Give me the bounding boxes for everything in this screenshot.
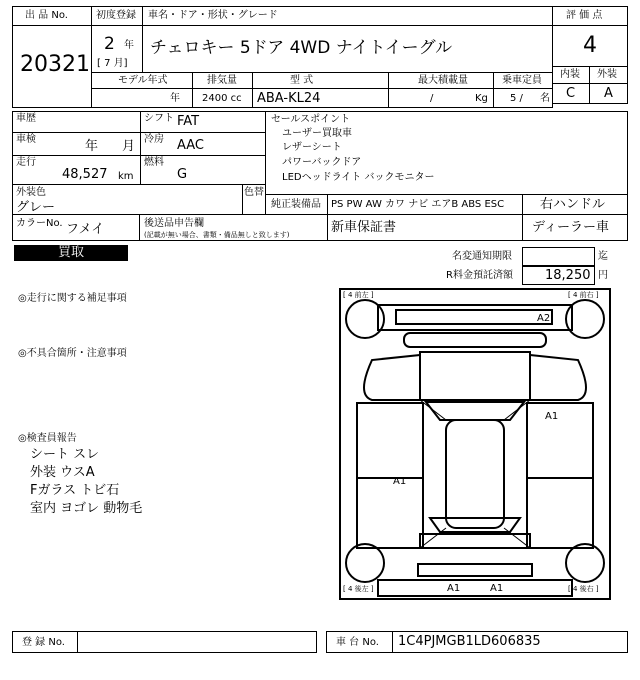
- exterior-grade: A: [604, 86, 613, 101]
- post-docs-label: 後送品申告欄: [144, 218, 204, 229]
- ac-value: AAC: [177, 138, 204, 153]
- model-year-unit: 年: [170, 93, 180, 104]
- front-grille: [404, 333, 546, 347]
- max-load-label: 最大積載量: [418, 75, 468, 86]
- name-change-label: 名変通知期限: [452, 251, 512, 262]
- displacement-label: 排気量: [207, 75, 237, 86]
- tailgate: [420, 534, 530, 548]
- repaint-label: 色替: [244, 187, 264, 198]
- damage-rear-left: A1: [447, 583, 461, 594]
- sales-point-4: LEDヘッドライト バックモニター: [282, 172, 435, 183]
- fender-fl: [364, 355, 420, 400]
- side-left-front: [357, 403, 423, 478]
- history-label: 車歴: [16, 113, 36, 124]
- recycle-unit: 円: [598, 270, 608, 281]
- score-value: 4: [583, 33, 597, 58]
- mileage-label: 走行: [16, 157, 36, 168]
- color-no-label: カラーNo.: [16, 218, 63, 229]
- type-value: ABA-KL24: [257, 91, 321, 106]
- displacement-value: 2400 cc: [202, 93, 242, 104]
- fuel-value: G: [177, 167, 188, 182]
- recycle-amount: 18,250: [545, 268, 591, 283]
- color-no-value: フメイ: [66, 222, 105, 237]
- side-right-rear: [527, 478, 593, 548]
- steering-value: 右ハンドル: [540, 197, 606, 212]
- buy-badge: 買取: [14, 245, 128, 261]
- driving-notes-label: ◎走行に関する補足事項: [18, 293, 127, 304]
- equipment-label: 純正装備品: [271, 199, 321, 210]
- interior-grade: C: [566, 86, 576, 101]
- hood: [420, 352, 530, 400]
- inspector-item-2: 外装 ウスA: [30, 465, 95, 480]
- color-label: 外装色: [16, 187, 46, 198]
- roof: [446, 420, 504, 528]
- damage-right-side: A1: [545, 411, 559, 422]
- capacity-unit: 名: [540, 93, 550, 104]
- first-reg-label: 初度登録: [96, 10, 136, 21]
- tire-fl-label: [ 4 前左 ]: [343, 291, 374, 299]
- dealer-value: ディーラー車: [532, 220, 609, 235]
- inspector-item-4: 室内 ヨゴレ 動物毛: [30, 501, 143, 516]
- score-label: 評 価 点: [566, 10, 603, 21]
- sales-points-label: セールスポイント: [271, 114, 351, 125]
- tire-rl-icon: [346, 544, 384, 582]
- chassis-number: 1C4PJMGB1LD606835: [398, 634, 541, 649]
- windshield: [426, 402, 524, 420]
- post-docs-note: (記載が無い場合、書類・備品無しと致します): [144, 231, 290, 239]
- fender-fr: [530, 355, 586, 400]
- car-name: チェロキー 5ドア 4WD ナイトイーグル: [150, 38, 453, 58]
- damage-rear-right: A1: [490, 583, 504, 594]
- inspector-item-3: Fガラス トビ石: [30, 483, 120, 498]
- shift-label: シフト: [144, 113, 174, 124]
- tire-rl-label: [ 4 後左 ]: [343, 585, 374, 593]
- equipment-items: PS PW AW カワ ナビ エアB ABS ESC: [331, 199, 505, 210]
- inspector-item-1: シート スレ: [30, 447, 100, 462]
- recycle-label: R料金預託済額: [446, 270, 513, 281]
- lot-number: 20321: [20, 52, 90, 77]
- inspection-year-unit: 年: [85, 139, 99, 154]
- first-reg-month: [ 7 月]: [97, 58, 128, 69]
- type-label: 型 式: [290, 75, 314, 86]
- name-change-unit: 迄: [598, 251, 608, 262]
- tire-fr-label: [ 4 前右 ]: [568, 291, 599, 299]
- capacity-label: 乗車定員: [502, 75, 542, 86]
- side-right-front: [527, 403, 593, 478]
- shift-value: FAT: [177, 114, 200, 129]
- defects-label: ◎不具合箇所・注意事項: [18, 348, 127, 359]
- warranty-value: 新車保証書: [331, 220, 397, 235]
- sales-point-1: ユーザー買取車: [282, 128, 352, 139]
- inspector-label: ◎検査員報告: [18, 433, 77, 444]
- tire-rr-icon: [566, 544, 604, 582]
- damage-left-side: A1: [393, 476, 407, 487]
- fuel-label: 燃料: [144, 157, 164, 168]
- interior-label: 内装: [560, 69, 580, 80]
- inspection-label: 車検: [16, 134, 36, 145]
- reg-no-label: 登 録 No.: [22, 637, 65, 648]
- title-label: 車名・ドア・形状・グレード: [148, 10, 278, 21]
- mileage-unit: km: [118, 171, 134, 182]
- tire-rr-label: [ 4 後右 ]: [568, 585, 599, 593]
- sales-point-2: レザーシート: [282, 142, 342, 153]
- ac-label: 冷房: [144, 134, 164, 145]
- reg-no-cell: [77, 631, 317, 653]
- front-plate: [396, 310, 552, 324]
- mileage-value: 48,527: [62, 167, 108, 182]
- rear-bumper: [378, 580, 572, 596]
- rear-plate: [418, 564, 532, 576]
- color-value: グレー: [16, 200, 56, 215]
- side-left-rear: [357, 478, 423, 548]
- first-reg-year: 2: [104, 34, 115, 54]
- capacity-value: 5 /: [510, 93, 523, 104]
- exterior-label: 外装: [597, 69, 617, 80]
- chassis-label: 車 台 No.: [336, 637, 379, 648]
- first-reg-year-unit: 年: [124, 40, 134, 51]
- sales-point-3: パワーバックドア: [282, 157, 362, 168]
- max-load-unit: Kg: [475, 93, 488, 104]
- damage-front-bumper: A2: [537, 313, 551, 324]
- max-load-value: /: [430, 93, 434, 104]
- model-year-label: モデル年式: [118, 75, 168, 86]
- inspection-month-unit: 月: [122, 139, 136, 154]
- lot-label: 出 品 No.: [25, 10, 68, 21]
